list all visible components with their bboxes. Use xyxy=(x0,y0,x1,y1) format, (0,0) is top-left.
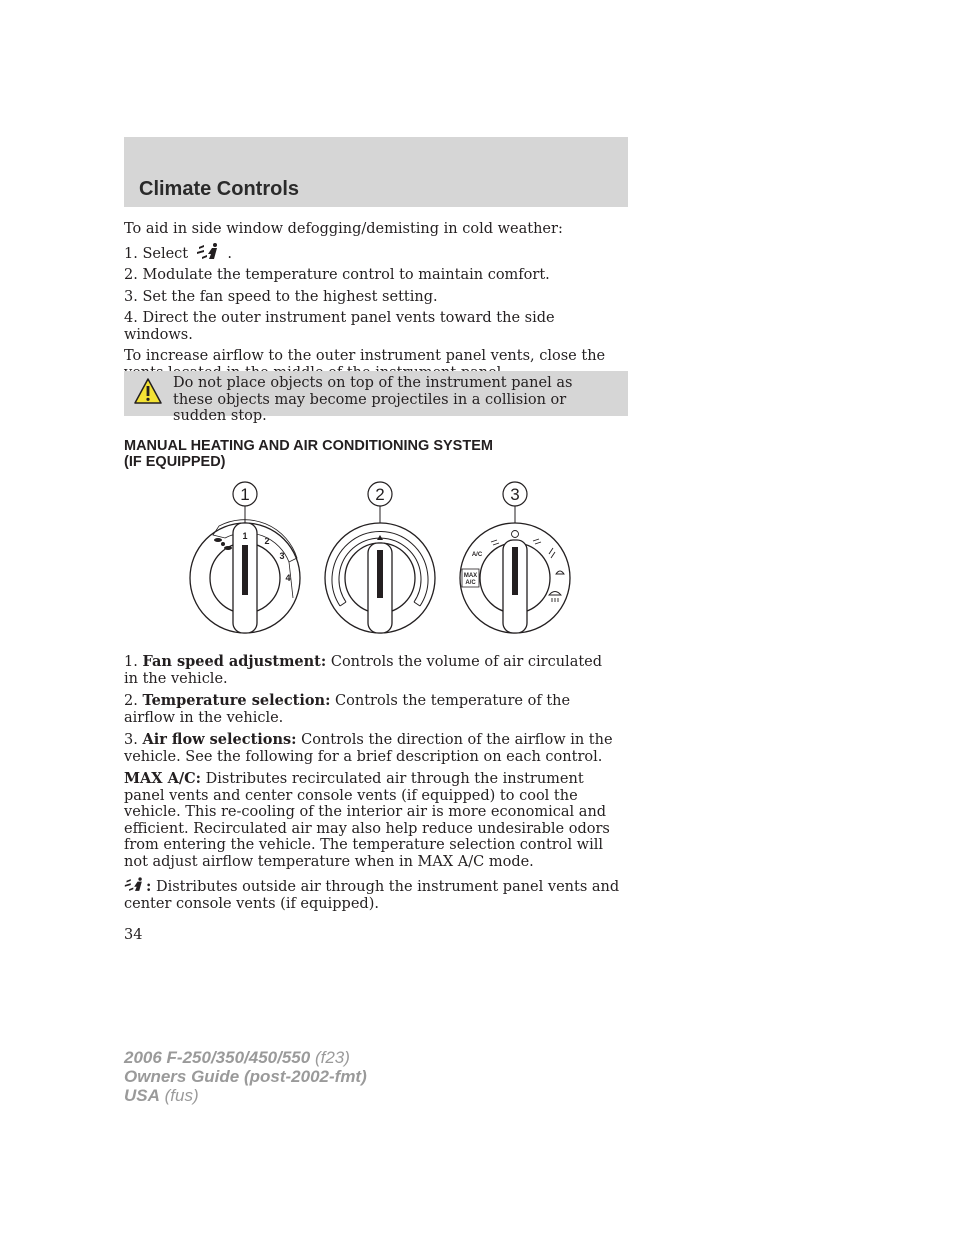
warning-box xyxy=(124,371,628,424)
airflow-max-label: MAX xyxy=(463,573,478,579)
description-airflow xyxy=(124,732,620,765)
warning-triangle-icon xyxy=(134,378,162,404)
panel-mode-colon: : xyxy=(146,878,152,895)
footer-market-code: (fus) xyxy=(159,1086,199,1105)
temperature-knob xyxy=(325,523,435,633)
airflow-ac-label: A/C xyxy=(471,552,483,558)
control-knobs-figure xyxy=(185,478,575,638)
callout-3 xyxy=(503,482,527,526)
max-ac-term: MAX A/C: xyxy=(124,770,202,787)
section-heading-line-2: (IF EQUIPPED) xyxy=(124,454,226,470)
header-band xyxy=(124,137,628,207)
fan-position-3: 3 xyxy=(279,551,285,561)
footer-market: USA xyxy=(124,1086,160,1105)
panel-vent-mode-icon xyxy=(124,876,146,894)
step-4: 4. Direct the outer instrument panel vents toward the side windows. xyxy=(124,310,555,343)
description-fan-speed xyxy=(124,654,620,687)
airflow-max-ac-label: A/C xyxy=(465,580,476,586)
panel-mode-text: Distributes outside air through the instrument panel vents and center console vents (if equipped). xyxy=(124,879,620,912)
item-2-text: Controls the temperature of the airflow in the vehicle. xyxy=(124,693,571,726)
step-2: 2. Modulate the temperature control to maintain comfort. xyxy=(124,267,550,283)
item-3-text: Controls the direction of the airflow in the vehicle. See the following for a brief description on each control. xyxy=(124,732,613,765)
fan-speed-knob xyxy=(190,520,300,633)
section-heading-line-1: MANUAL HEATING AND AIR CONDITIONING SYSTEM xyxy=(124,438,493,454)
step-1-prefix: 1. Select xyxy=(124,245,189,262)
fan-position-1: 1 xyxy=(242,531,248,541)
item-2-term: Temperature selection: xyxy=(142,692,331,709)
step-3: 3. Set the fan speed to the highest setting. xyxy=(124,288,438,305)
airflow-note: To increase airflow to the outer instrument panel vents, close the xyxy=(124,348,606,364)
description-panel-mode xyxy=(124,876,620,912)
callout-2-label: 2 xyxy=(375,485,385,504)
callout-1-label: 1 xyxy=(240,485,250,504)
intro-block xyxy=(124,221,620,386)
footer-model: 2006 F-250/350/450/550 xyxy=(124,1048,311,1067)
descriptions-block xyxy=(124,654,620,918)
max-ac-text: Distributes recirculated air through the instrument panel vents and center console vents (if equipped) to cool the vehicle. This re-cooling of the interior air is more economical and efficient. Recirculated air may also help reduce undesirable odors from entering the vehicle. The temperature selection control will not adjust airflow temperature when in MAX A/C mode. xyxy=(124,771,610,870)
page-number: 34 xyxy=(124,927,143,943)
item-2-number: 2. xyxy=(124,693,138,709)
footer-guide: Owners Guide (post-2002-fmt) xyxy=(124,1067,367,1086)
item-3-term: Air flow selections: xyxy=(142,731,297,748)
fan-position-2: 2 xyxy=(264,536,270,546)
footer-line-3 xyxy=(124,1086,367,1105)
callout-3-label: 3 xyxy=(510,485,520,504)
item-1-term: Fan speed adjustment: xyxy=(142,653,327,670)
item-1-text: Controls the volume of air circulated in the vehicle. xyxy=(124,654,603,687)
step-1-suffix: . xyxy=(227,245,232,262)
panel-vent-mode-icon xyxy=(193,243,223,261)
page-title: Climate Controls xyxy=(139,178,300,200)
description-temperature xyxy=(124,693,620,726)
footer-line-1 xyxy=(124,1048,367,1067)
intro-lead: To aid in side window defogging/demisting in cold weather: xyxy=(124,221,563,237)
airflow-knob xyxy=(460,523,570,633)
footer-line-2 xyxy=(124,1067,367,1086)
section-heading xyxy=(124,438,604,470)
warning-text: Do not place objects on top of the instrument panel as these objects may become projectiles in a collision or sudden stop. xyxy=(173,375,573,424)
item-3-number: 3. xyxy=(124,732,138,748)
fan-position-4: 4 xyxy=(285,573,291,583)
item-1-number: 1. xyxy=(124,654,138,670)
description-max-ac xyxy=(124,771,620,870)
step-1 xyxy=(124,243,620,263)
document-footer xyxy=(124,1048,367,1105)
callout-2 xyxy=(368,482,392,526)
footer-model-code: (f23) xyxy=(310,1048,350,1067)
